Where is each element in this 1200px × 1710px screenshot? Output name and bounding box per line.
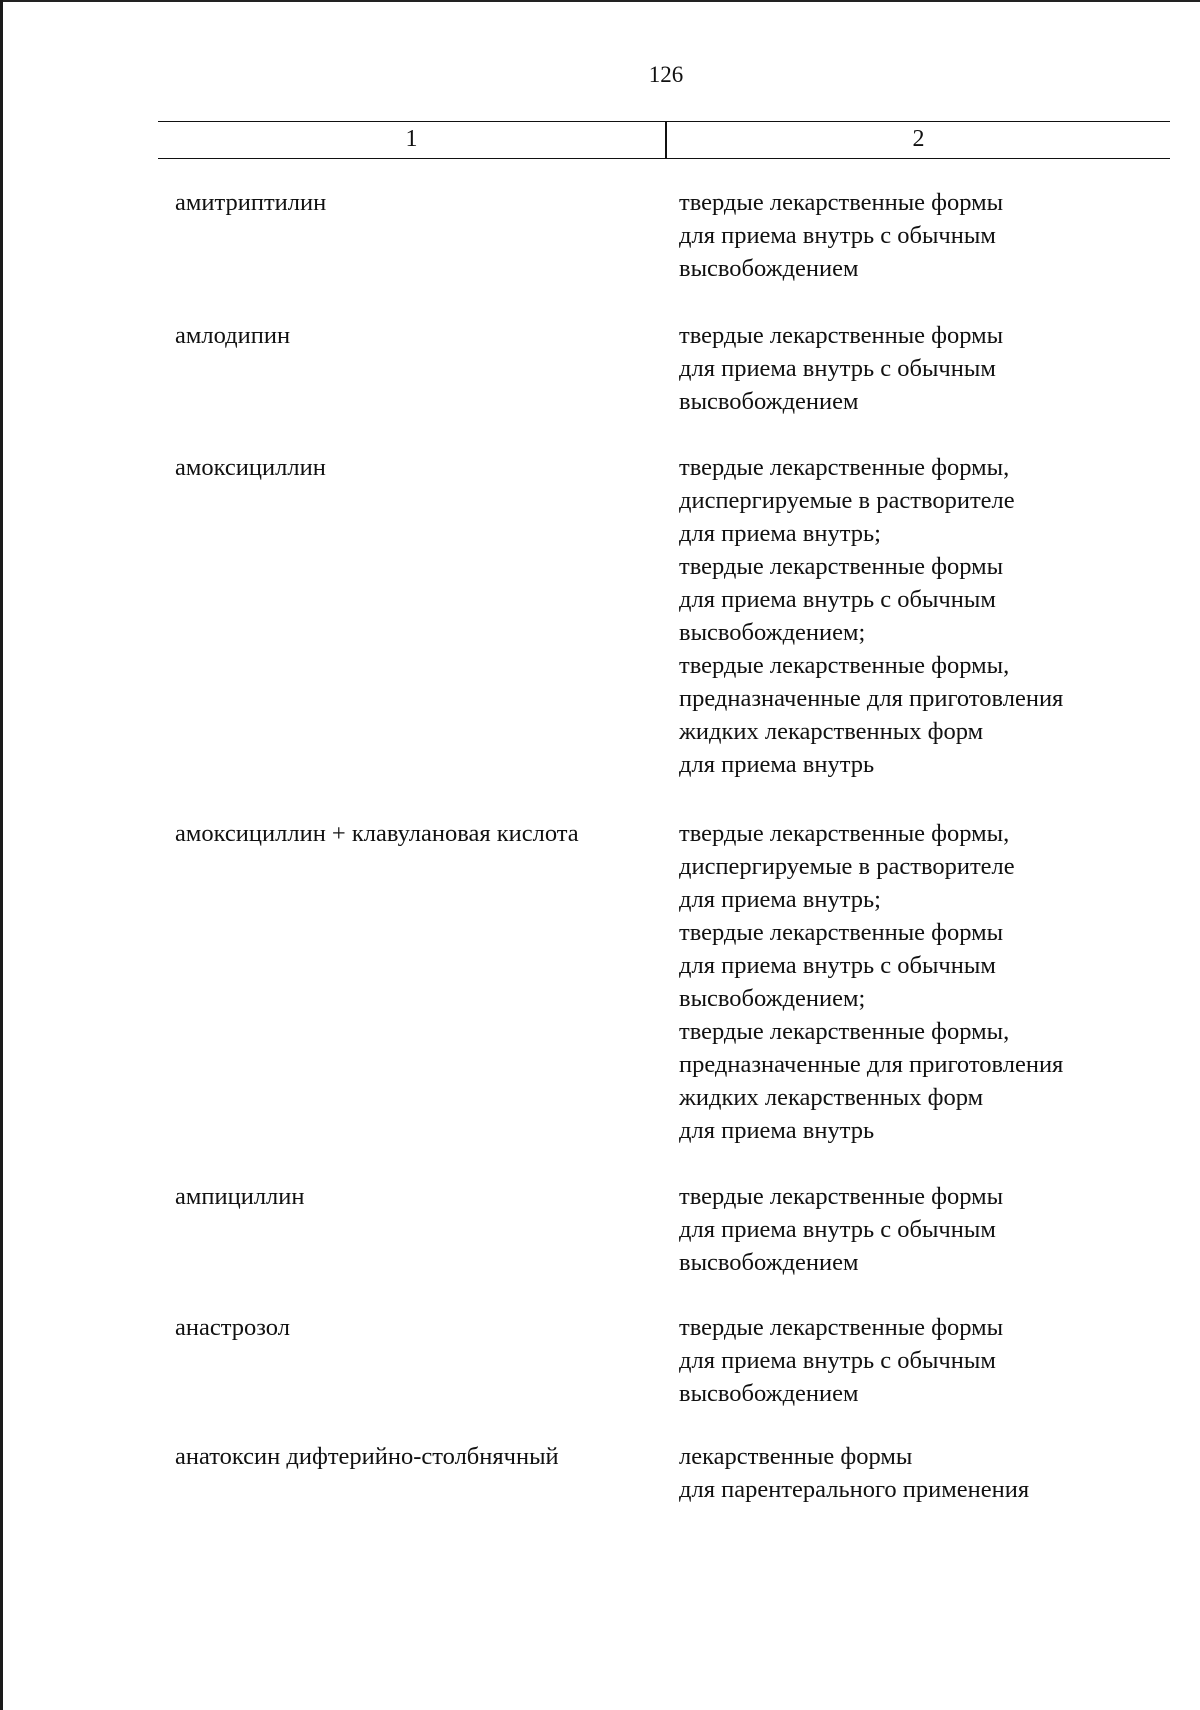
dosage-form-line: для приема внутрь с обычным bbox=[679, 1216, 996, 1243]
dosage-forms bbox=[679, 1311, 1179, 1410]
dosage-form-line: для приема внутрь; bbox=[679, 886, 881, 913]
column-header-1: 1 bbox=[405, 126, 418, 152]
dosage-form-line: предназначенные для приготовления bbox=[679, 1051, 1064, 1078]
dosage-forms bbox=[679, 451, 1179, 781]
dosage-forms bbox=[679, 1440, 1179, 1506]
dosage-form-line: предназначенные для приготовления bbox=[679, 685, 1064, 712]
dosage-form-line: твердые лекарственные формы bbox=[679, 1183, 1004, 1210]
drug-name: амитриптилин bbox=[175, 189, 327, 216]
drug-name: амоксициллин + клавулановая кислота bbox=[175, 820, 579, 847]
dosage-form-line: высвобождением; bbox=[679, 985, 866, 1012]
dosage-form-line: для приема внутрь с обычным bbox=[679, 222, 996, 249]
dosage-form-line: для приема внутрь с обычным bbox=[679, 586, 996, 613]
dosage-form-line: твердые лекарственные формы, bbox=[679, 454, 1010, 481]
page-number: 126 bbox=[648, 62, 684, 87]
dosage-form-line: диспергируемые в растворителе bbox=[679, 853, 1015, 880]
dosage-forms bbox=[679, 186, 1179, 285]
drug-name: амлодипин bbox=[175, 322, 291, 349]
column-header-2: 2 bbox=[912, 126, 925, 152]
dosage-form-line: высвобождением bbox=[679, 1380, 859, 1407]
dosage-form-line: твердые лекарственные формы, bbox=[679, 652, 1010, 679]
dosage-form-line: твердые лекарственные формы bbox=[679, 322, 1004, 349]
dosage-form-line: для приема внутрь bbox=[679, 1117, 875, 1144]
dosage-form-line: для приема внутрь с обычным bbox=[679, 1347, 996, 1374]
dosage-forms bbox=[679, 817, 1179, 1147]
dosage-form-line: для приема внутрь с обычным bbox=[679, 355, 996, 382]
dosage-forms bbox=[679, 319, 1179, 418]
drug-name: анастрозол bbox=[175, 1314, 290, 1341]
dosage-form-line: высвобождением bbox=[679, 1249, 859, 1276]
dosage-form-line: жидких лекарственных форм bbox=[679, 1084, 984, 1111]
dosage-form-line: высвобождением bbox=[679, 255, 859, 282]
dosage-form-line: твердые лекарственные формы, bbox=[679, 1018, 1010, 1045]
dosage-form-line: твердые лекарственные формы bbox=[679, 919, 1004, 946]
drug-name: ампициллин bbox=[175, 1183, 305, 1210]
dosage-form-line: для приема внутрь; bbox=[679, 520, 881, 547]
dosage-forms bbox=[679, 1180, 1179, 1279]
drug-name: анатоксин дифтерийно-столбнячный bbox=[175, 1443, 559, 1470]
dosage-form-line: диспергируемые в растворителе bbox=[679, 487, 1015, 514]
dosage-form-line: твердые лекарственные формы bbox=[679, 189, 1004, 216]
dosage-form-line: для парентерального применения bbox=[679, 1476, 1030, 1503]
drug-name: амоксициллин bbox=[175, 454, 326, 481]
dosage-form-line: лекарственные формы bbox=[679, 1443, 913, 1470]
dosage-form-line: для приема внутрь bbox=[679, 751, 875, 778]
dosage-form-line: твердые лекарственные формы bbox=[679, 553, 1004, 580]
dosage-form-line: высвобождением bbox=[679, 388, 859, 415]
dosage-form-line: для приема внутрь с обычным bbox=[679, 952, 996, 979]
dosage-form-line: твердые лекарственные формы, bbox=[679, 820, 1010, 847]
dosage-form-line: высвобождением; bbox=[679, 619, 866, 646]
dosage-form-line: жидких лекарственных форм bbox=[679, 718, 984, 745]
dosage-form-line: твердые лекарственные формы bbox=[679, 1314, 1004, 1341]
